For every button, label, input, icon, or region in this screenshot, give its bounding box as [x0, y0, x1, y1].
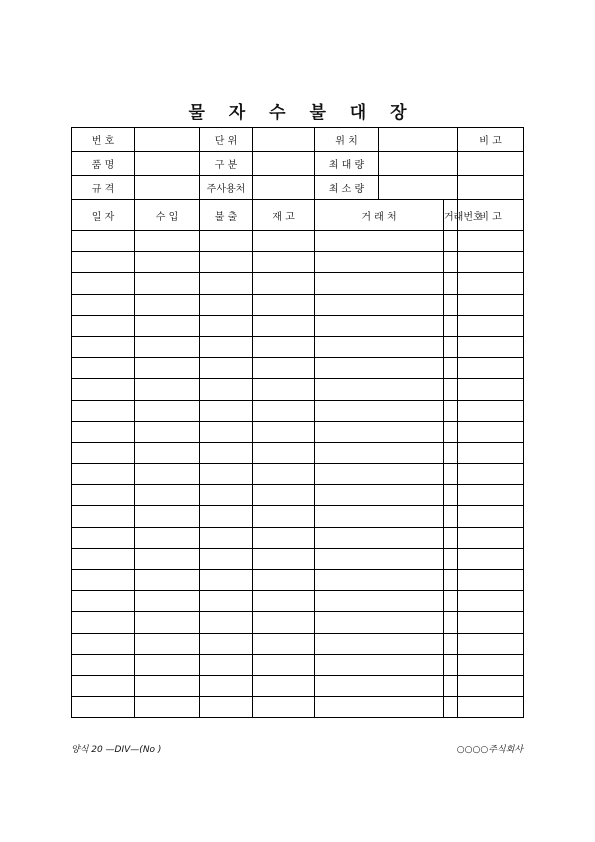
cell-transaction-number[interactable] [444, 252, 458, 273]
cell-remarks[interactable] [458, 315, 524, 336]
value-main-use[interactable] [253, 176, 315, 200]
cell-receipt[interactable] [135, 506, 200, 527]
cell-transaction-number[interactable] [444, 231, 458, 252]
cell-date[interactable] [72, 231, 135, 252]
cell-remarks[interactable] [458, 336, 524, 357]
cell-stock[interactable] [253, 570, 315, 591]
ledger-row [72, 612, 524, 633]
cell-receipt[interactable] [135, 379, 200, 400]
cell-remarks[interactable] [458, 612, 524, 633]
cell-receipt[interactable] [135, 400, 200, 421]
label-remarks: 비 고 [458, 128, 524, 152]
value-remarks-2[interactable] [458, 176, 524, 200]
cell-date[interactable] [72, 315, 135, 336]
cell-transaction-number[interactable] [444, 315, 458, 336]
cell-issue[interactable] [200, 379, 253, 400]
cell-stock[interactable] [253, 442, 315, 463]
cell-supplier[interactable] [315, 612, 444, 633]
cell-remarks[interactable] [458, 485, 524, 506]
cell-transaction-number[interactable] [444, 697, 458, 718]
company-name: ○○○○주식회사 [456, 745, 523, 755]
info-row-number [72, 128, 524, 152]
cell-transaction-number[interactable] [444, 336, 458, 357]
cell-remarks[interactable] [458, 633, 524, 654]
cell-remarks[interactable] [458, 400, 524, 421]
cell-stock[interactable] [253, 506, 315, 527]
ledger-row [72, 400, 524, 421]
cell-stock[interactable] [253, 273, 315, 294]
cell-transaction-number[interactable] [444, 485, 458, 506]
cell-stock[interactable] [253, 252, 315, 273]
cell-transaction-number[interactable] [444, 421, 458, 442]
cell-transaction-number[interactable] [444, 675, 458, 696]
cell-date[interactable] [72, 570, 135, 591]
cell-date[interactable] [72, 336, 135, 357]
ledger-row [72, 506, 524, 527]
cell-remarks[interactable] [458, 273, 524, 294]
cell-issue[interactable] [200, 231, 253, 252]
label-max-qty: 최 대 량 [315, 152, 379, 176]
cell-issue[interactable] [200, 400, 253, 421]
cell-remarks[interactable] [458, 654, 524, 675]
cell-receipt[interactable] [135, 421, 200, 442]
cell-transaction-number[interactable] [444, 273, 458, 294]
cell-date[interactable] [72, 633, 135, 654]
form-number: 양식 20 —DIV—(No ) [71, 745, 162, 755]
cell-date[interactable] [72, 591, 135, 612]
cell-date[interactable] [72, 485, 135, 506]
cell-supplier[interactable] [315, 633, 444, 654]
ledger-row [72, 294, 524, 315]
cell-date[interactable] [72, 675, 135, 696]
cell-date[interactable] [72, 400, 135, 421]
ledger-title: 물 자 수 불 대 장 [188, 103, 416, 123]
cell-remarks[interactable] [458, 464, 524, 485]
cell-supplier[interactable] [315, 675, 444, 696]
value-remarks-1[interactable] [458, 152, 524, 176]
cell-stock[interactable] [253, 548, 315, 569]
cell-issue[interactable] [200, 591, 253, 612]
cell-receipt[interactable] [135, 570, 200, 591]
cell-remarks[interactable] [458, 697, 524, 718]
col-receipt: 수 입 [135, 200, 200, 231]
cell-receipt[interactable] [135, 336, 200, 357]
value-max-qty[interactable] [379, 152, 458, 176]
cell-supplier[interactable] [315, 400, 444, 421]
cell-date[interactable] [72, 252, 135, 273]
label-number: 번 호 [72, 128, 135, 152]
col-supplier: 거 래 처 [315, 200, 444, 231]
cell-date[interactable] [72, 379, 135, 400]
cell-supplier[interactable] [315, 442, 444, 463]
cell-transaction-number[interactable] [444, 506, 458, 527]
ledger-table [71, 127, 524, 718]
cell-transaction-number[interactable] [444, 358, 458, 379]
cell-transaction-number[interactable] [444, 400, 458, 421]
value-min-qty[interactable] [379, 176, 458, 200]
cell-date[interactable] [72, 506, 135, 527]
cell-transaction-number[interactable] [444, 548, 458, 569]
cell-supplier[interactable] [315, 358, 444, 379]
cell-remarks[interactable] [458, 294, 524, 315]
col-transaction-number: 거래번호 [444, 200, 458, 231]
cell-date[interactable] [72, 548, 135, 569]
cell-issue[interactable] [200, 633, 253, 654]
cell-date[interactable] [72, 294, 135, 315]
cell-issue[interactable] [200, 252, 253, 273]
cell-supplier[interactable] [315, 379, 444, 400]
cell-receipt[interactable] [135, 633, 200, 654]
cell-stock[interactable] [253, 421, 315, 442]
cell-issue[interactable] [200, 654, 253, 675]
cell-transaction-number[interactable] [444, 612, 458, 633]
label-unit: 단 위 [200, 128, 253, 152]
cell-supplier[interactable] [315, 570, 444, 591]
ledger-row [72, 485, 524, 506]
value-category[interactable] [253, 152, 315, 176]
cell-stock[interactable] [253, 379, 315, 400]
ledger-row [72, 675, 524, 696]
cell-receipt[interactable] [135, 675, 200, 696]
ledger-row [72, 252, 524, 273]
value-spec[interactable] [135, 176, 200, 200]
cell-supplier[interactable] [315, 548, 444, 569]
cell-receipt[interactable] [135, 294, 200, 315]
cell-transaction-number[interactable] [444, 442, 458, 463]
cell-supplier[interactable] [315, 252, 444, 273]
cell-remarks[interactable] [458, 358, 524, 379]
cell-stock[interactable] [253, 675, 315, 696]
cell-supplier[interactable] [315, 506, 444, 527]
label-item-name: 품 명 [72, 152, 135, 176]
cell-stock[interactable] [253, 485, 315, 506]
cell-transaction-number[interactable] [444, 527, 458, 548]
cell-transaction-number[interactable] [444, 654, 458, 675]
cell-remarks[interactable] [458, 379, 524, 400]
label-main-use: 주사용처 [200, 176, 253, 200]
ledger-row [72, 358, 524, 379]
cell-issue[interactable] [200, 358, 253, 379]
cell-stock[interactable] [253, 294, 315, 315]
label-location: 위 치 [315, 128, 379, 152]
cell-stock[interactable] [253, 358, 315, 379]
cell-issue[interactable] [200, 273, 253, 294]
label-spec: 규 격 [72, 176, 135, 200]
cell-supplier[interactable] [315, 464, 444, 485]
value-number[interactable] [135, 128, 200, 152]
cell-stock[interactable] [253, 654, 315, 675]
col-stock: 재 고 [253, 200, 315, 231]
cell-receipt[interactable] [135, 697, 200, 718]
cell-issue[interactable] [200, 464, 253, 485]
cell-receipt[interactable] [135, 612, 200, 633]
ledger-row [72, 442, 524, 463]
cell-date[interactable] [72, 442, 135, 463]
cell-stock[interactable] [253, 697, 315, 718]
cell-receipt[interactable] [135, 358, 200, 379]
col-remarks: 비 고 [458, 200, 524, 231]
cell-stock[interactable] [253, 400, 315, 421]
ledger-row [72, 315, 524, 336]
cell-stock[interactable] [253, 464, 315, 485]
cell-stock[interactable] [253, 315, 315, 336]
ledger-row [72, 379, 524, 400]
cell-issue[interactable] [200, 442, 253, 463]
cell-stock[interactable] [253, 231, 315, 252]
cell-issue[interactable] [200, 548, 253, 569]
cell-remarks[interactable] [458, 252, 524, 273]
cell-issue[interactable] [200, 506, 253, 527]
cell-transaction-number[interactable] [444, 294, 458, 315]
cell-receipt[interactable] [135, 464, 200, 485]
cell-date[interactable] [72, 464, 135, 485]
info-row-spec [72, 176, 524, 200]
cell-issue[interactable] [200, 675, 253, 696]
cell-remarks[interactable] [458, 675, 524, 696]
ledger-header-row [72, 200, 524, 231]
info-row-item-name [72, 152, 524, 176]
value-location[interactable] [379, 128, 458, 152]
cell-transaction-number[interactable] [444, 464, 458, 485]
cell-supplier[interactable] [315, 336, 444, 357]
cell-transaction-number[interactable] [444, 379, 458, 400]
cell-receipt[interactable] [135, 273, 200, 294]
cell-remarks[interactable] [458, 231, 524, 252]
value-item-name[interactable] [135, 152, 200, 176]
cell-date[interactable] [72, 612, 135, 633]
cell-remarks[interactable] [458, 421, 524, 442]
cell-issue[interactable] [200, 294, 253, 315]
cell-stock[interactable] [253, 591, 315, 612]
ledger-row [72, 697, 524, 718]
ledger-row [72, 421, 524, 442]
cell-issue[interactable] [200, 315, 253, 336]
value-unit[interactable] [253, 128, 315, 152]
ledger-row [72, 231, 524, 252]
cell-stock[interactable] [253, 336, 315, 357]
ledger-row [72, 273, 524, 294]
cell-issue[interactable] [200, 527, 253, 548]
cell-issue[interactable] [200, 612, 253, 633]
cell-supplier[interactable] [315, 231, 444, 252]
cell-receipt[interactable] [135, 591, 200, 612]
cell-supplier[interactable] [315, 591, 444, 612]
cell-issue[interactable] [200, 697, 253, 718]
cell-issue[interactable] [200, 336, 253, 357]
cell-receipt[interactable] [135, 548, 200, 569]
cell-supplier[interactable] [315, 421, 444, 442]
cell-receipt[interactable] [135, 527, 200, 548]
cell-date[interactable] [72, 421, 135, 442]
ledger-row [72, 548, 524, 569]
cell-supplier[interactable] [315, 654, 444, 675]
cell-date[interactable] [72, 697, 135, 718]
cell-supplier[interactable] [315, 273, 444, 294]
cell-receipt[interactable] [135, 442, 200, 463]
ledger-row [72, 336, 524, 357]
cell-supplier[interactable] [315, 527, 444, 548]
ledger-row [72, 570, 524, 591]
cell-remarks[interactable] [458, 527, 524, 548]
cell-remarks[interactable] [458, 570, 524, 591]
label-category: 구 분 [200, 152, 253, 176]
cell-date[interactable] [72, 358, 135, 379]
cell-issue[interactable] [200, 570, 253, 591]
cell-issue[interactable] [200, 421, 253, 442]
cell-receipt[interactable] [135, 654, 200, 675]
cell-stock[interactable] [253, 612, 315, 633]
cell-receipt[interactable] [135, 485, 200, 506]
cell-date[interactable] [72, 654, 135, 675]
ledger-row [72, 633, 524, 654]
cell-remarks[interactable] [458, 548, 524, 569]
ledger-row [72, 464, 524, 485]
cell-receipt[interactable] [135, 315, 200, 336]
cell-supplier[interactable] [315, 294, 444, 315]
cell-supplier[interactable] [315, 697, 444, 718]
cell-remarks[interactable] [458, 442, 524, 463]
col-date: 일 자 [72, 200, 135, 231]
label-min-qty: 최 소 량 [315, 176, 379, 200]
cell-issue[interactable] [200, 485, 253, 506]
cell-date[interactable] [72, 527, 135, 548]
cell-transaction-number[interactable] [444, 591, 458, 612]
ledger-row [72, 591, 524, 612]
cell-receipt[interactable] [135, 231, 200, 252]
cell-date[interactable] [72, 273, 135, 294]
cell-stock[interactable] [253, 527, 315, 548]
cell-supplier[interactable] [315, 485, 444, 506]
cell-receipt[interactable] [135, 252, 200, 273]
cell-supplier[interactable] [315, 315, 444, 336]
cell-remarks[interactable] [458, 591, 524, 612]
ledger-row [72, 654, 524, 675]
col-issue: 불 출 [200, 200, 253, 231]
cell-remarks[interactable] [458, 506, 524, 527]
cell-stock[interactable] [253, 633, 315, 654]
cell-transaction-number[interactable] [444, 633, 458, 654]
ledger-row [72, 527, 524, 548]
cell-transaction-number[interactable] [444, 570, 458, 591]
